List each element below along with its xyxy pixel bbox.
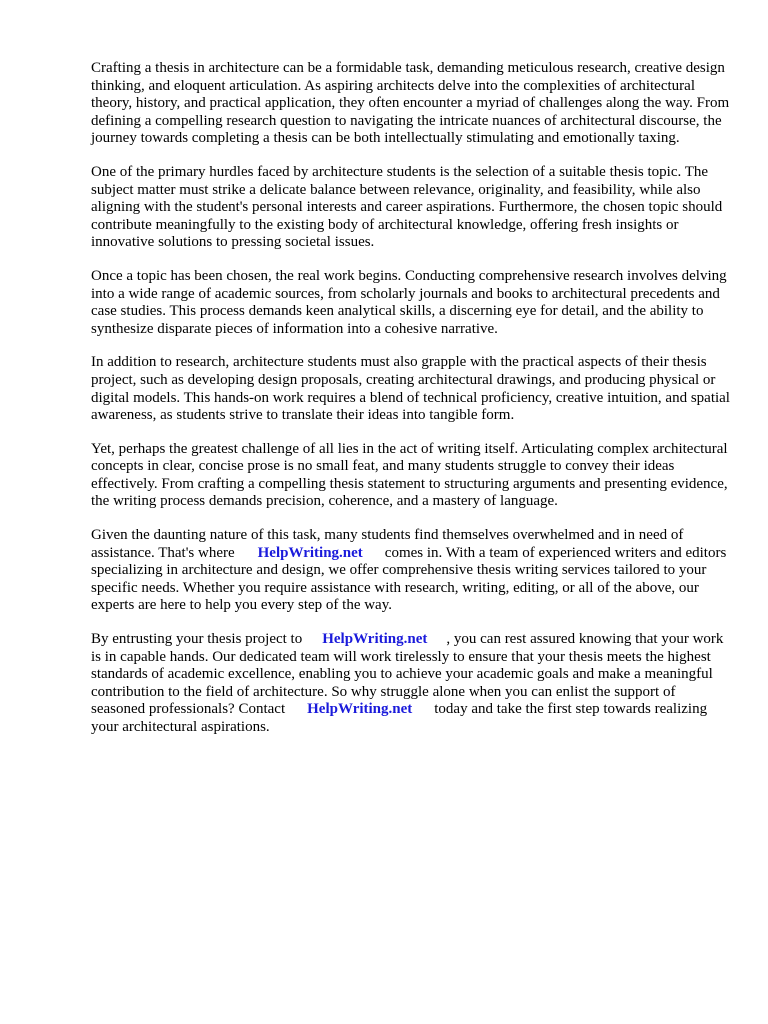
helpwriting-link[interactable]: HelpWriting.net xyxy=(307,701,413,718)
helpwriting-link[interactable]: HelpWriting.net xyxy=(257,544,363,561)
document-page xyxy=(91,60,731,753)
paragraph-research: Once a topic has been chosen, the real work begins. Conducting comprehensive research involves delving into a wide range of academic sources, from scholarly journals and books to architectural precedents and case studies. This process demands keen analytical skills, a discerning eye for detail, and the ability to synthesize disparate pieces of information into a cohesive narrative. xyxy=(91,267,727,337)
paragraph-closing-text-after: today and take the first step towards realizing your architectural aspirations. xyxy=(91,701,708,735)
helpwriting-link[interactable]: HelpWriting.net xyxy=(322,631,428,648)
paragraph-practical-aspects: In addition to research, architecture students must also grapple with the practical aspects of their thesis project, such as developing design proposals, creating architectural drawings, and producing physical or digital models. This hands-on work requires a blend of technical proficiency, creative intuition, and spatial awareness, as students strive to translate their ideas into tangible form. xyxy=(91,354,730,424)
paragraph-assistance xyxy=(91,527,731,615)
paragraph-intro: Crafting a thesis in architecture can be a formidable task, demanding meticulous research, creative design thinking, and eloquent articulation. As aspiring architects delve into the complexities of architectural theory, history, and practical application, they often encounter a myriad of challenges along the way. From defining a compelling research question to navigating the intricate nuances of architectural discourse, the journey towards completing a thesis can be both intellectually stimulating and emotionally taxing. xyxy=(91,60,730,147)
paragraph-topic-selection: One of the primary hurdles faced by architecture students is the selection of a suitable thesis topic. The subject matter must strike a delicate balance between relevance, originality, and feasibility, while also aligning with the student's personal interests and career aspirations. Furthermore, the chosen topic should contribute meaningfully to the existing body of architectural knowledge, offering fresh insights or innovative solutions to pressing societal issues. xyxy=(91,163,723,251)
paragraph-writing-challenge: Yet, perhaps the greatest challenge of all lies in the act of writing itself. Articulating complex architectural concepts in clear, concise prose is no small feat, and many students struggle to convey their ideas effectively. From crafting a compelling thesis statement to structuring arguments and presenting evidence, the writing process demands precision, coherence, and a mastery of language. xyxy=(91,440,728,510)
paragraph-closing-text-before: By entrusting your thesis project to xyxy=(91,631,303,648)
paragraph-closing xyxy=(91,631,731,737)
paragraph-assistance-text-after: comes in. With a team of experienced writers and editors specializing in architecture and design, we offer comprehensive thesis writing services tailored to your specific needs. Whether you require assistance with research, writing, editing, or all of the above, our experts are here to help you every step of the way. xyxy=(91,544,727,614)
paragraph-assistance-text-before: Given the daunting nature of this task, many students find themselves overwhelmed and in need of assistance. That's where xyxy=(91,527,684,561)
paragraph-closing-text-middle: , you can rest assured knowing that your work is in capable hands. Our dedicated team will work tirelessly to ensure that your thesis meets the highest standards of academic excellence, enabling you to achieve your academic goals and make a meaningful contribution to the field of architecture. So why struggle alone when you can enlist the support of seasoned professionals? Contact xyxy=(91,631,724,718)
